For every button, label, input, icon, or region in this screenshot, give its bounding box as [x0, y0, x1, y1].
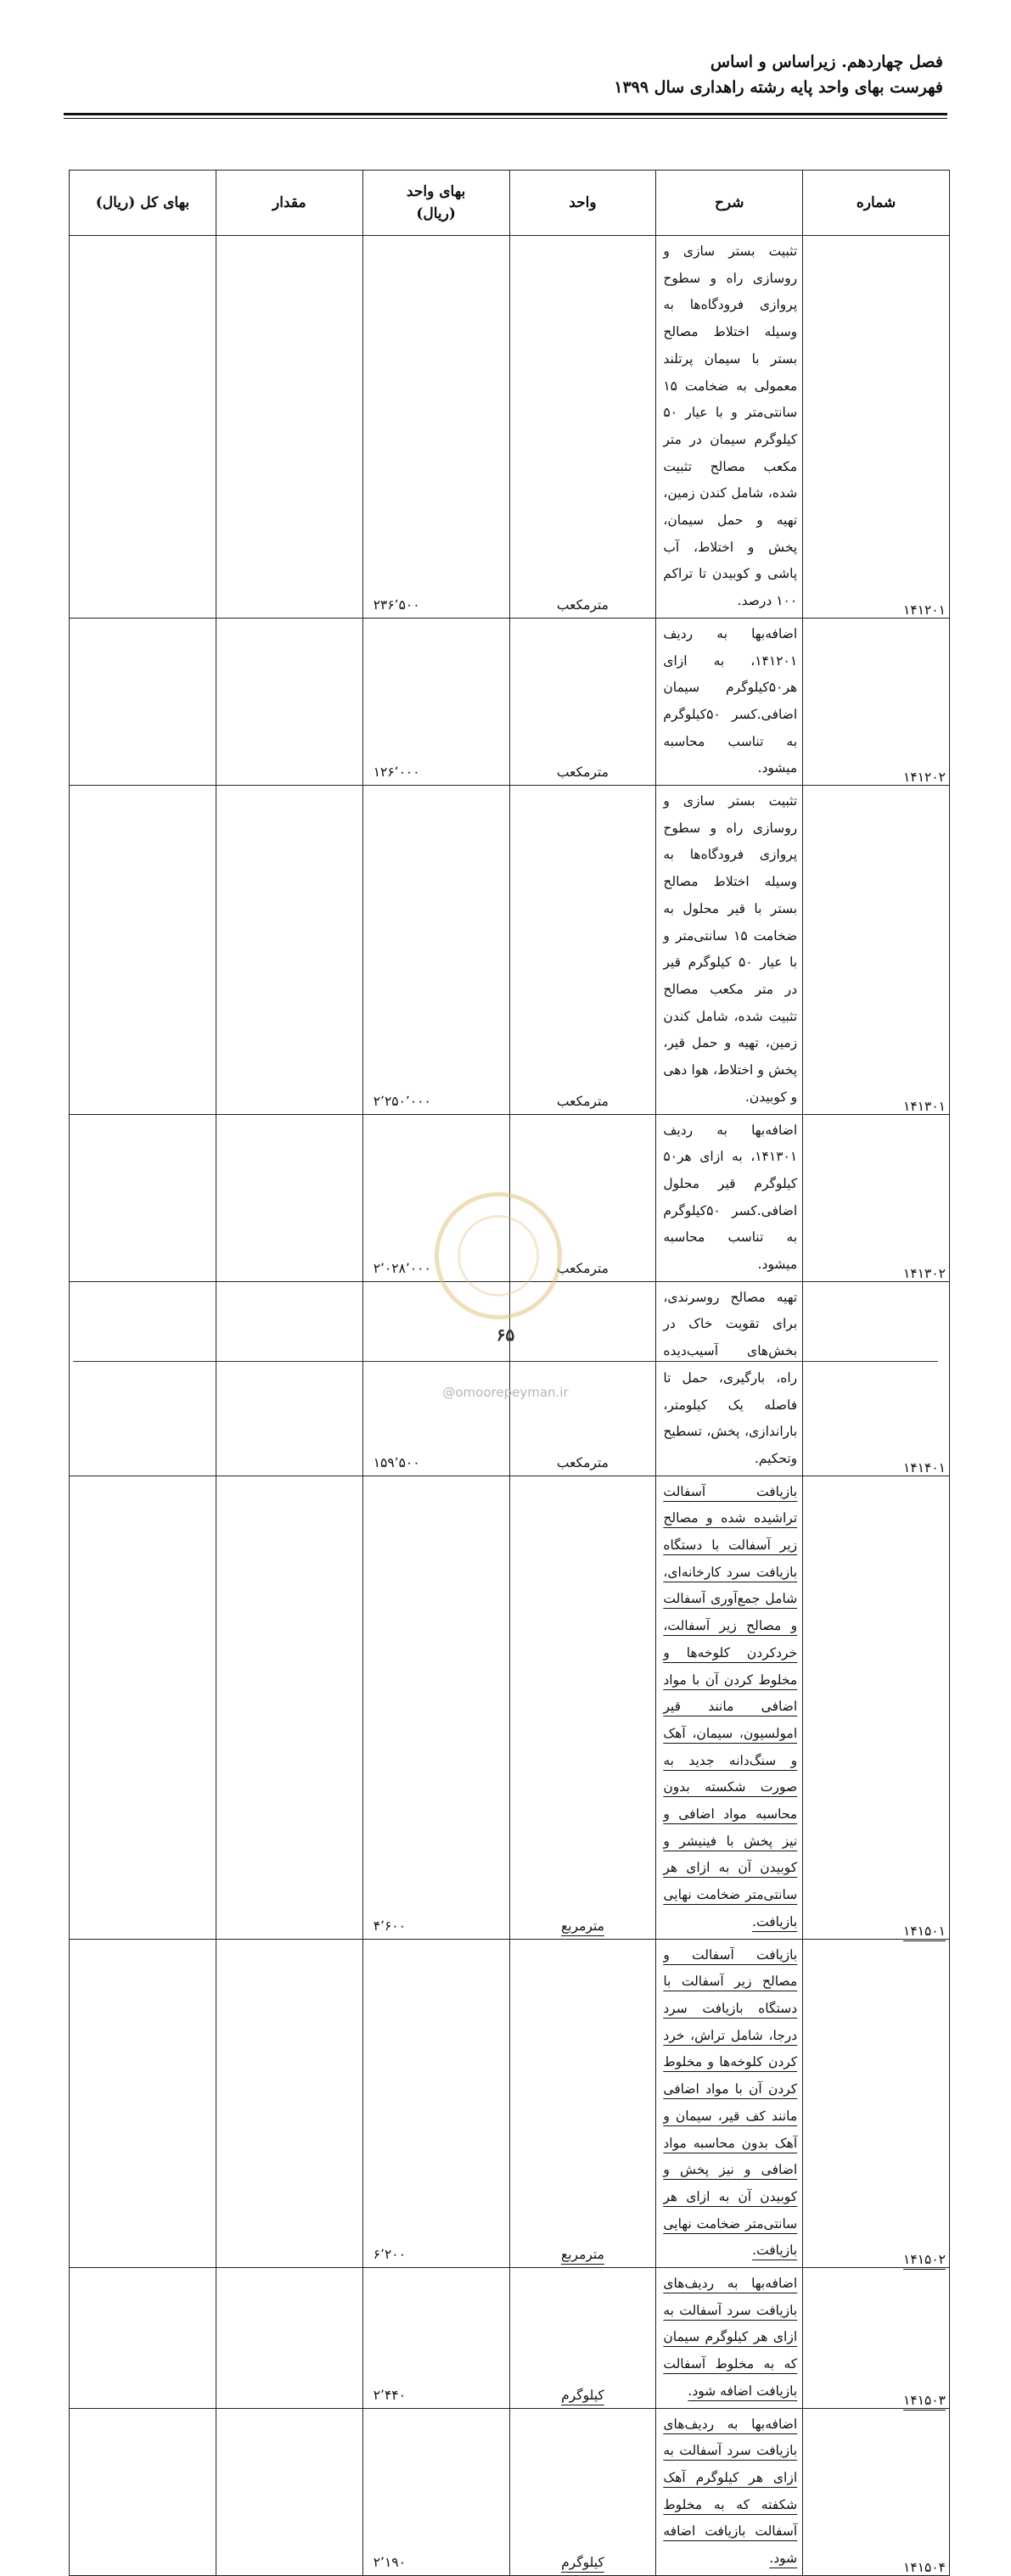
table-row — [70, 1476, 950, 1939]
item-quantity — [216, 236, 362, 619]
item-description: تهیه مصالح روسرندی، برای تقویت خاک در بخش‌های آسیب‌دیده راه، بارگیری، حمل تا فاصله یک کیلومتر، باراندازی، پخش، تسطیح وتحکیم. — [656, 1281, 803, 1476]
item-description: بازیافت آسفالت تراشیده شده و مصالح زیر آسفالت با دستگاه بازیافت سرد کارخانه‌ای، شامل جمع‌آوری آسفالت و مصالح زیر آسفالت، خردکردن کلوخه‌ها و مخلوط کردن آن با مواد اضافی مانند قیر امولسیون، سیمان، آهک و سنگ‌دانه جدید به صورت شکسته بدون محاسبه مواد اضافی و نیز پخش با فینیشر و کوبیدن آن به ازای هر سانتی‌متر ضخامت نهایی بازیافت. — [656, 1476, 803, 1939]
item-unit: مترمکعب — [509, 1114, 656, 1281]
item-description: اضافه‌بها به ردیف‌های بازیافت سرد آسفالت به ازای هر کیلوگرم آهک شکفته که به مخلوط آسفالت بازیافت اضافه شود. — [656, 2408, 803, 2575]
item-total — [70, 236, 216, 619]
col-quantity-header: مقدار — [216, 171, 362, 236]
table-row — [70, 2408, 950, 2575]
item-unit-price: ۲٬۱۹۰ — [362, 2408, 509, 2575]
item-unit: مترمکعب — [509, 786, 656, 1114]
item-unit-price: ۶٬۲۰۰ — [362, 1939, 509, 2267]
item-total — [70, 1476, 216, 1939]
footer-rule — [73, 1361, 938, 1362]
item-total — [70, 2268, 216, 2409]
item-description: بازیافت آسفالت و مصالح زیر آسفالت با دستگاه بازیافت سرد درجا، شامل تراش، خرد کردن کلوخه‌ها و مخلوط کردن آن با مواد اضافی مانند کف قیر، سیمان و آهک بدون محاسبه مواد اضافی و نیز پخش و کوبیدن آن به ازای هر سانتی‌متر ضخامت نهایی بازیافت. — [656, 1939, 803, 2267]
item-total — [70, 786, 216, 1114]
item-unit: مترمکعب — [509, 236, 656, 619]
item-number: ۱۴۱۵۰۱ — [803, 1476, 950, 1939]
unit-price-header-line1: بهای واحد — [406, 183, 466, 200]
col-description-header: شرح — [656, 171, 803, 236]
item-description: اضافه‌بها به ردیف ۱۴۱۲۰۱، به ازای هر۵۰کیلوگرم سیمان اضافی.کسر ۵۰کیلوگرم به تناسب محاسبه میشود. — [656, 618, 803, 785]
item-total — [70, 1939, 216, 2267]
item-number: ۱۴۱۵۰۲ — [803, 1939, 950, 2267]
item-quantity — [216, 1114, 362, 1281]
item-total — [70, 2408, 216, 2575]
item-quantity — [216, 2408, 362, 2575]
item-unit-price: ۲٬۲۵۰٬۰۰۰ — [362, 786, 509, 1114]
table-row — [70, 618, 950, 785]
item-quantity — [216, 1939, 362, 2267]
item-quantity — [216, 1476, 362, 1939]
table-row — [70, 2268, 950, 2409]
item-unit: کیلوگرم — [509, 2408, 656, 2575]
watermark-site: @omoorepeyman.ir — [442, 1385, 569, 1400]
col-unit-header: واحد — [509, 171, 656, 236]
col-unit-price-header — [362, 171, 509, 236]
item-total — [70, 1114, 216, 1281]
item-quantity — [216, 1281, 362, 1476]
page-number: ۶۵ — [496, 1324, 515, 1345]
item-number: ۱۴۱۳۰۲ — [803, 1114, 950, 1281]
table-row — [70, 1939, 950, 2267]
table-row — [70, 236, 950, 619]
table-row — [70, 1114, 950, 1281]
item-unit-price: ۲۳۶٬۵۰۰ — [362, 236, 509, 619]
item-description: اضافه‌بها به ردیف‌های بازیافت سرد آسفالت به ازای هر کیلوگرم سیمان که به مخلوط آسفالت بازیافت اضافه شود. — [656, 2268, 803, 2409]
item-unit-price: ۲٬۰۲۸٬۰۰۰ — [362, 1114, 509, 1281]
item-number: ۱۴۱۵۰۳ — [803, 2268, 950, 2409]
item-unit: مترمربع — [509, 1939, 656, 2267]
item-unit: مترمکعب — [509, 618, 656, 785]
item-description: تثبیت بستر سازی و روسازی راه و سطوح پروازی فرودگاه‌ها به وسیله اختلاط مصالح بستر با قیر محلول به ضخامت ۱۵ سانتی‌متر و با عیار ۵۰ کیلوگرم قیر در متر مکعب مصالح تثبیت شده، شامل کندن زمین، تهیه و حمل قیر، پخش و اختلاط، هوا دهی و کوبیدن. — [656, 786, 803, 1114]
col-number-header: شماره — [803, 171, 950, 236]
item-description: تثبیت بستر سازی و روسازی راه و سطوح پروازی فرودگاه‌ها به وسیله اختلاط مصالح بستر با سیمان پرتلند معمولی به ضخامت ۱۵ سانتی‌متر و با عیار ۵۰ کیلوگرم سیمان در متر مکعب مصالح تثبیت شده، شامل کندن زمین، تهیه و حمل سیمان، پخش و اختلاط، آب پاشی و کوبیدن تا تراکم ۱۰۰ درصد. — [656, 236, 803, 619]
item-number: ۱۴۱۳۰۱ — [803, 786, 950, 1114]
page-header — [614, 49, 943, 100]
header-rule-thick — [64, 113, 947, 115]
item-quantity — [216, 618, 362, 785]
table-header-row — [70, 171, 950, 236]
item-description: اضافه‌بها به ردیف ۱۴۱۳۰۱، به ازای هر۵۰ کیلوگرم قیر محلول اضافی.کسر ۵۰کیلوگرم به تناسب محاسبه میشود. — [656, 1114, 803, 1281]
item-unit-price: ۱۵۹٬۵۰۰ — [362, 1281, 509, 1476]
table-row — [70, 1281, 950, 1476]
col-total-header: بهای کل (ریال) — [70, 171, 216, 236]
item-number: ۱۴۱۴۰۱ — [803, 1281, 950, 1476]
item-number: ۱۴۱۲۰۱ — [803, 236, 950, 619]
item-quantity — [216, 2268, 362, 2409]
item-total — [70, 1281, 216, 1476]
item-number: ۱۴۱۲۰۲ — [803, 618, 950, 785]
item-unit: کیلوگرم — [509, 2268, 656, 2409]
item-unit-price: ۲٬۴۴۰ — [362, 2268, 509, 2409]
item-unit: مترمربع — [509, 1476, 656, 1939]
header-rule-thin — [64, 118, 947, 119]
item-unit: مترمکعب — [509, 1281, 656, 1476]
item-unit-price: ۴٬۶۰۰ — [362, 1476, 509, 1939]
price-table — [69, 170, 950, 2576]
table-row — [70, 786, 950, 1114]
item-quantity — [216, 786, 362, 1114]
unit-price-header-line2: (ریال) — [416, 205, 456, 222]
item-total — [70, 618, 216, 785]
item-number: ۱۴۱۵۰۴ — [803, 2408, 950, 2575]
document-title: فهرست بهای واحد پایه رشته راهداری سال ۱۳۹۹ — [614, 78, 943, 97]
chapter-title: فصل چهاردهم. زیراساس و اساس — [710, 53, 943, 71]
item-unit-price: ۱۲۶٬۰۰۰ — [362, 618, 509, 785]
